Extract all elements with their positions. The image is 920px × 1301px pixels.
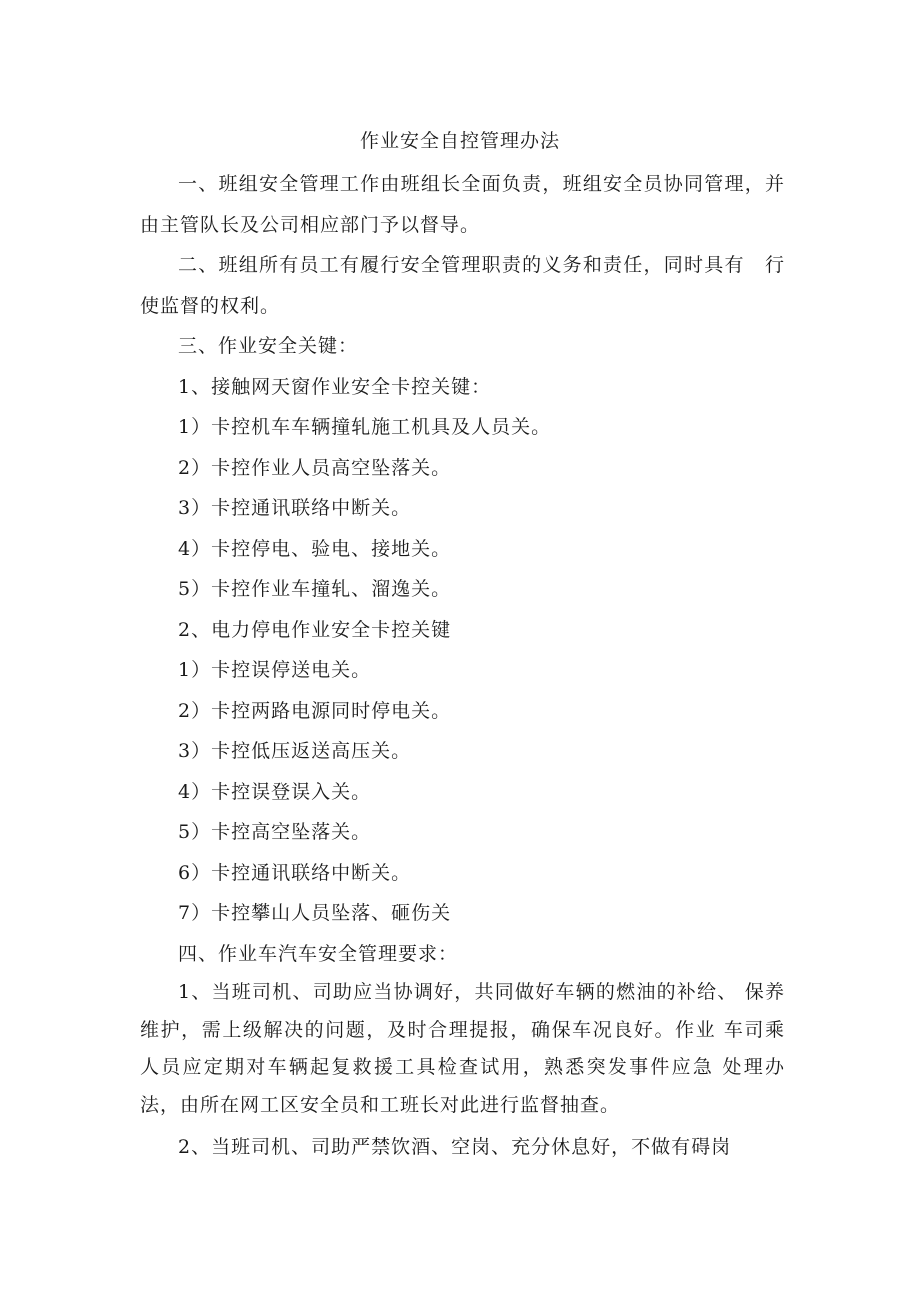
- paragraph-20: 2、当班司机、司助严禁饮酒、空岗、充分休息好，不做有碍岗: [178, 1136, 732, 1158]
- paragraph-8: 4）卡控停电、验电、接地关。: [178, 537, 452, 560]
- paragraph-14: 4）卡控误登误入关。: [178, 780, 372, 803]
- paragraph-19: 1、当班司机、司助应当协调好，共同做好车辆的燃油的补给、 保养维护，需上级解决的问题，及时合理提报，确保车况良好。作业 车司乘人员应定期对车辆起复救援工具检查试用，熟悉突发事件应急 处理办法，由所在网工区安全员和工班长对此进行监督抽查。: [140, 981, 785, 1116]
- paragraph-10: 2、电力停电作业安全卡控关键: [178, 618, 452, 641]
- paragraph-11: 1）卡控误停送电关。: [178, 659, 372, 681]
- paragraph-4: 1、接触网天窗作业安全卡控关键：: [178, 375, 492, 398]
- paragraph-7: 3）卡控通讯联络中断关。: [178, 497, 412, 519]
- paragraph-18: 四、作业车汽车安全管理要求：: [178, 942, 459, 965]
- paragraph-17: 7）卡控攀山人员坠落、砸伤关: [178, 902, 452, 924]
- paragraph-13: 3）卡控低压返送高压关。: [178, 740, 412, 762]
- document-title: 作业安全自控管理办法: [359, 130, 560, 152]
- paragraph-5: 1）卡控机车车辆撞轧施工机具及人员关。: [178, 416, 552, 438]
- document-body: [140, 164, 785, 1168]
- paragraph-9: 5）卡控作业车撞轧、溜逸关。: [178, 578, 452, 600]
- paragraph-6: 2）卡控作业人员高空坠落关。: [178, 456, 452, 479]
- paragraph-3: 三、作业安全关键：: [178, 335, 359, 357]
- paragraph-15: 5）卡控高空坠落关。: [178, 821, 372, 843]
- paragraph-12: 2）卡控两路电源同时停电关。: [178, 699, 452, 722]
- paragraph-2: 二、班组所有员工有履行安全管理职责的义务和责任，同时具有 行使监督的权利。: [140, 254, 785, 317]
- paragraph-16: 6）卡控通讯联络中断关。: [178, 861, 412, 884]
- paragraph-1: 一、班组安全管理工作由班组长全面负责，班组安全员协同管理，并由主管队长及公司相应部门予以督导。: [140, 173, 785, 236]
